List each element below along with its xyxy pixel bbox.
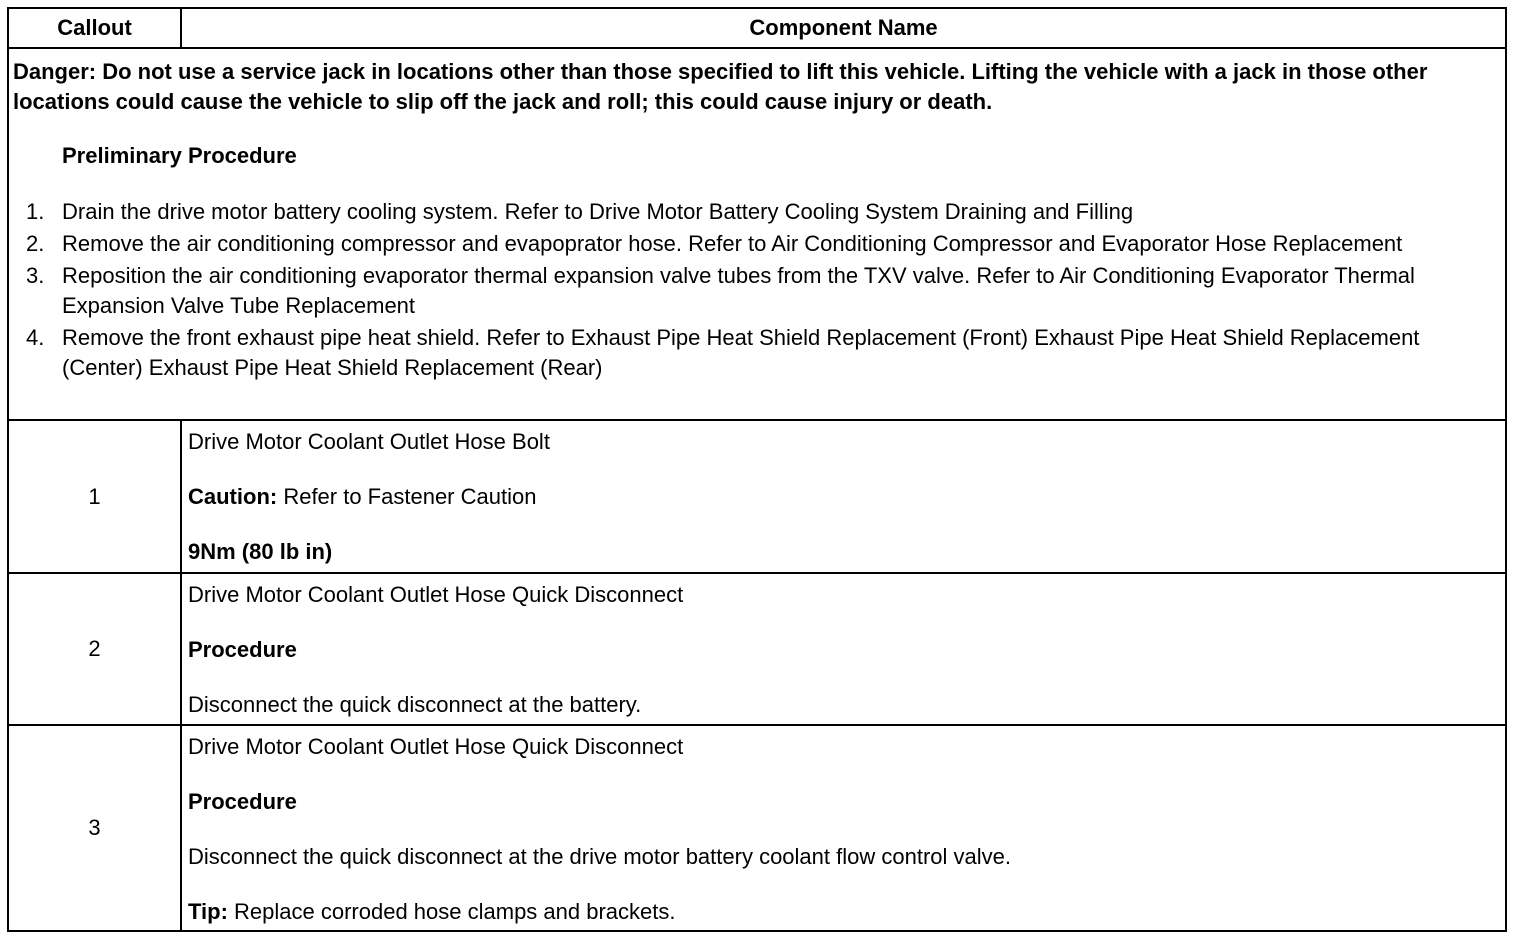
procedure-label: Procedure [188,637,297,662]
intro-section [9,49,1505,421]
step-number: 2. [26,231,45,256]
list-item [9,229,1499,259]
list-item [9,197,1499,227]
component-content [188,427,1498,592]
callout-number: 2 [9,574,182,724]
caution-text: Refer to Fastener Caution [277,484,537,509]
danger-warning: Danger: Do not use a service jack in locations other than those specified to lift this vehicle. Lifting the vehicle with a jack in those other locations could cause the vehicle to slip off the jack and roll; this could cause injury or death. [13,59,1428,114]
step-number: 3. [26,263,45,288]
component-content [188,580,1498,745]
caution-note [188,482,1498,512]
procedure-label: Procedure [188,789,297,814]
torque-spec: 9Nm (80 lb in) [188,539,333,564]
header-callout: Callout [9,9,182,47]
caution-label: Caution: [188,484,278,509]
callout-number: 3 [9,726,182,930]
procedure-text: Disconnect the quick disconnect at the battery. [188,692,642,717]
preliminary-steps [9,197,1499,385]
component-table [7,7,1507,932]
component-content [188,732,1498,952]
step-text: Drain the drive motor battery cooling system. Refer to Drive Motor Battery Cooling System Draining and Filling [62,199,1134,224]
component-name: Drive Motor Coolant Outlet Hose Bolt [188,429,550,454]
component-name: Drive Motor Coolant Outlet Hose Quick Disconnect [188,734,684,759]
table-row [9,726,1505,930]
preliminary-procedure-title: Preliminary Procedure [62,143,297,168]
step-number: 4. [26,325,45,350]
component-name: Drive Motor Coolant Outlet Hose Quick Disconnect [188,582,684,607]
table-row [9,574,1505,726]
callout-number: 1 [9,421,182,572]
list-item [9,323,1499,383]
header-component-name: Component Name [749,15,938,40]
tip-text: Replace corroded hose clamps and brackets. [227,899,676,924]
tip-label: Tip: [188,899,228,924]
step-text: Reposition the air conditioning evaporator thermal expansion valve tubes from the TXV valve. Refer to Air Conditioning Evaporator Thermal Expansion Valve Tube Replacement [62,263,1415,318]
list-item [9,261,1499,321]
step-text: Remove the air conditioning compressor and evapoprator hose. Refer to Air Conditioning Compressor and Evaporator Hose Replacement [62,231,1403,256]
tip-note [188,897,1498,927]
step-text: Remove the front exhaust pipe heat shield. Refer to Exhaust Pipe Heat Shield Replacement (Front) Exhaust Pipe Heat Shield Replacement (Center) Exhaust Pipe Heat Shield Replacement (Rear) [62,325,1420,380]
table-row [9,421,1505,574]
step-number: 1. [26,199,45,224]
procedure-text: Disconnect the quick disconnect at the drive motor battery coolant flow control valve. [188,844,1011,869]
table-header [9,9,1505,49]
